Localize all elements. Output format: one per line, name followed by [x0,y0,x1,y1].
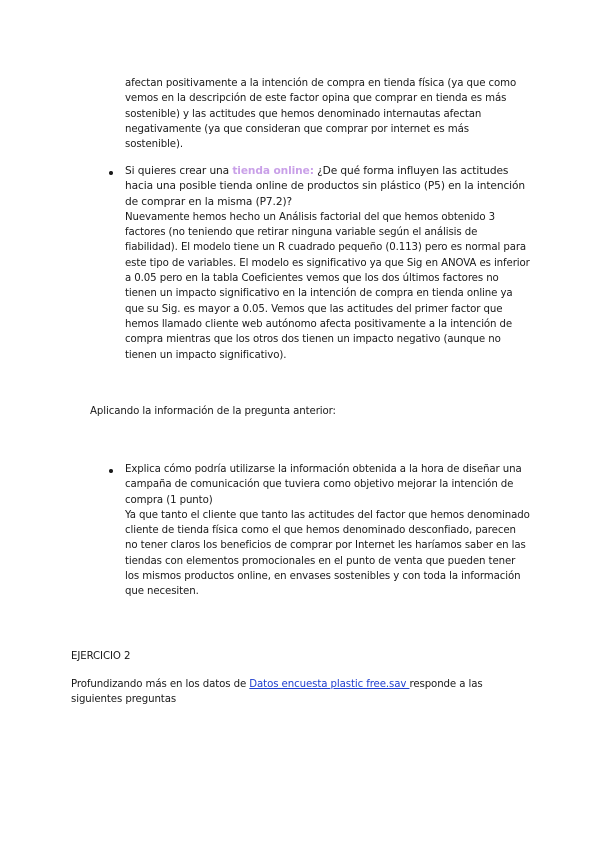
bullet-item-tienda-online [125,164,530,363]
bullet-answer: Nuevamente hemos hecho un Análisis factorial del que hemos obtenido 3 factores (no teniendo que retirar ninguna variable según el análisis de fiabilidad). El modelo tiene un R cuadrado pequeño (0.113) pero es normal para este tipo de variables. El modelo es significativo ya que Sig en ANOVA es inferior a 0.05 pero en la tabla Coeficientes vemos que los dos últimos factores no tienen un impacto significativo en la intención de compra en tienda online ya que su Sig. es mayor a 0.05. Vemos que las actitudes del primer factor que hemos llamado cliente web autónomo afecta positivamente a la intención de compra mientras que los otros dos tienen un impacto negativo (aunque no tienen un impacto significativo). [125,211,530,361]
bullet-question: Explica cómo podría utilizarse la información obtenida a la hora de diseñar una campaña de comunicación que tuviera como objetivo mejorar la intención de compra (1 punto) [125,464,522,506]
intro-text-post: responde a las siguientes preguntas [71,679,483,706]
question-highlight: tienda online: [232,165,314,177]
question-text-pre: Si quieres crear una [125,165,233,177]
bullet-icon [109,469,113,473]
bullet-answer: Ya que tanto el cliente que tanto las actitudes del factor que hemos denominado cliente de tienda física como el que hemos denominado desconfiado, parecen no tener claros los beneficios de comprar por Internet les haríamos saber en las tiendas con elementos promocionales en el punto de venta que pueden tener los mismos productos online, en envases sostenibles y con toda la información que necesiten. [125,509,530,598]
continuation-paragraph: afectan positivamente a la intención de compra en tienda física (ya que como vemos en la descripción de este factor opina que comprar en tienda es más sostenible) y las actitudes que hemos denominado internautas afectan negativamente (ya que consideran que comprar por internet es más sostenible). [125,78,517,151]
question-text-post: ¿De qué forma influyen las actitudes hacia una posible tienda online de productos sin plástico (P5) en la intención de comprar en la misma (P7.2)? [125,165,526,208]
bullet-icon [109,171,113,175]
bullet-question [125,164,530,210]
section-intro [71,677,531,708]
intro-text-pre: Profundizando más en los datos de [71,679,250,690]
lead-paragraph: Aplicando la información de la pregunta anterior: [90,406,336,417]
bullet-item-campana [125,462,530,600]
section-heading: EJERCICIO 2 [71,651,131,662]
dataset-link[interactable]: Datos encuesta plastic free.sav [249,679,410,690]
